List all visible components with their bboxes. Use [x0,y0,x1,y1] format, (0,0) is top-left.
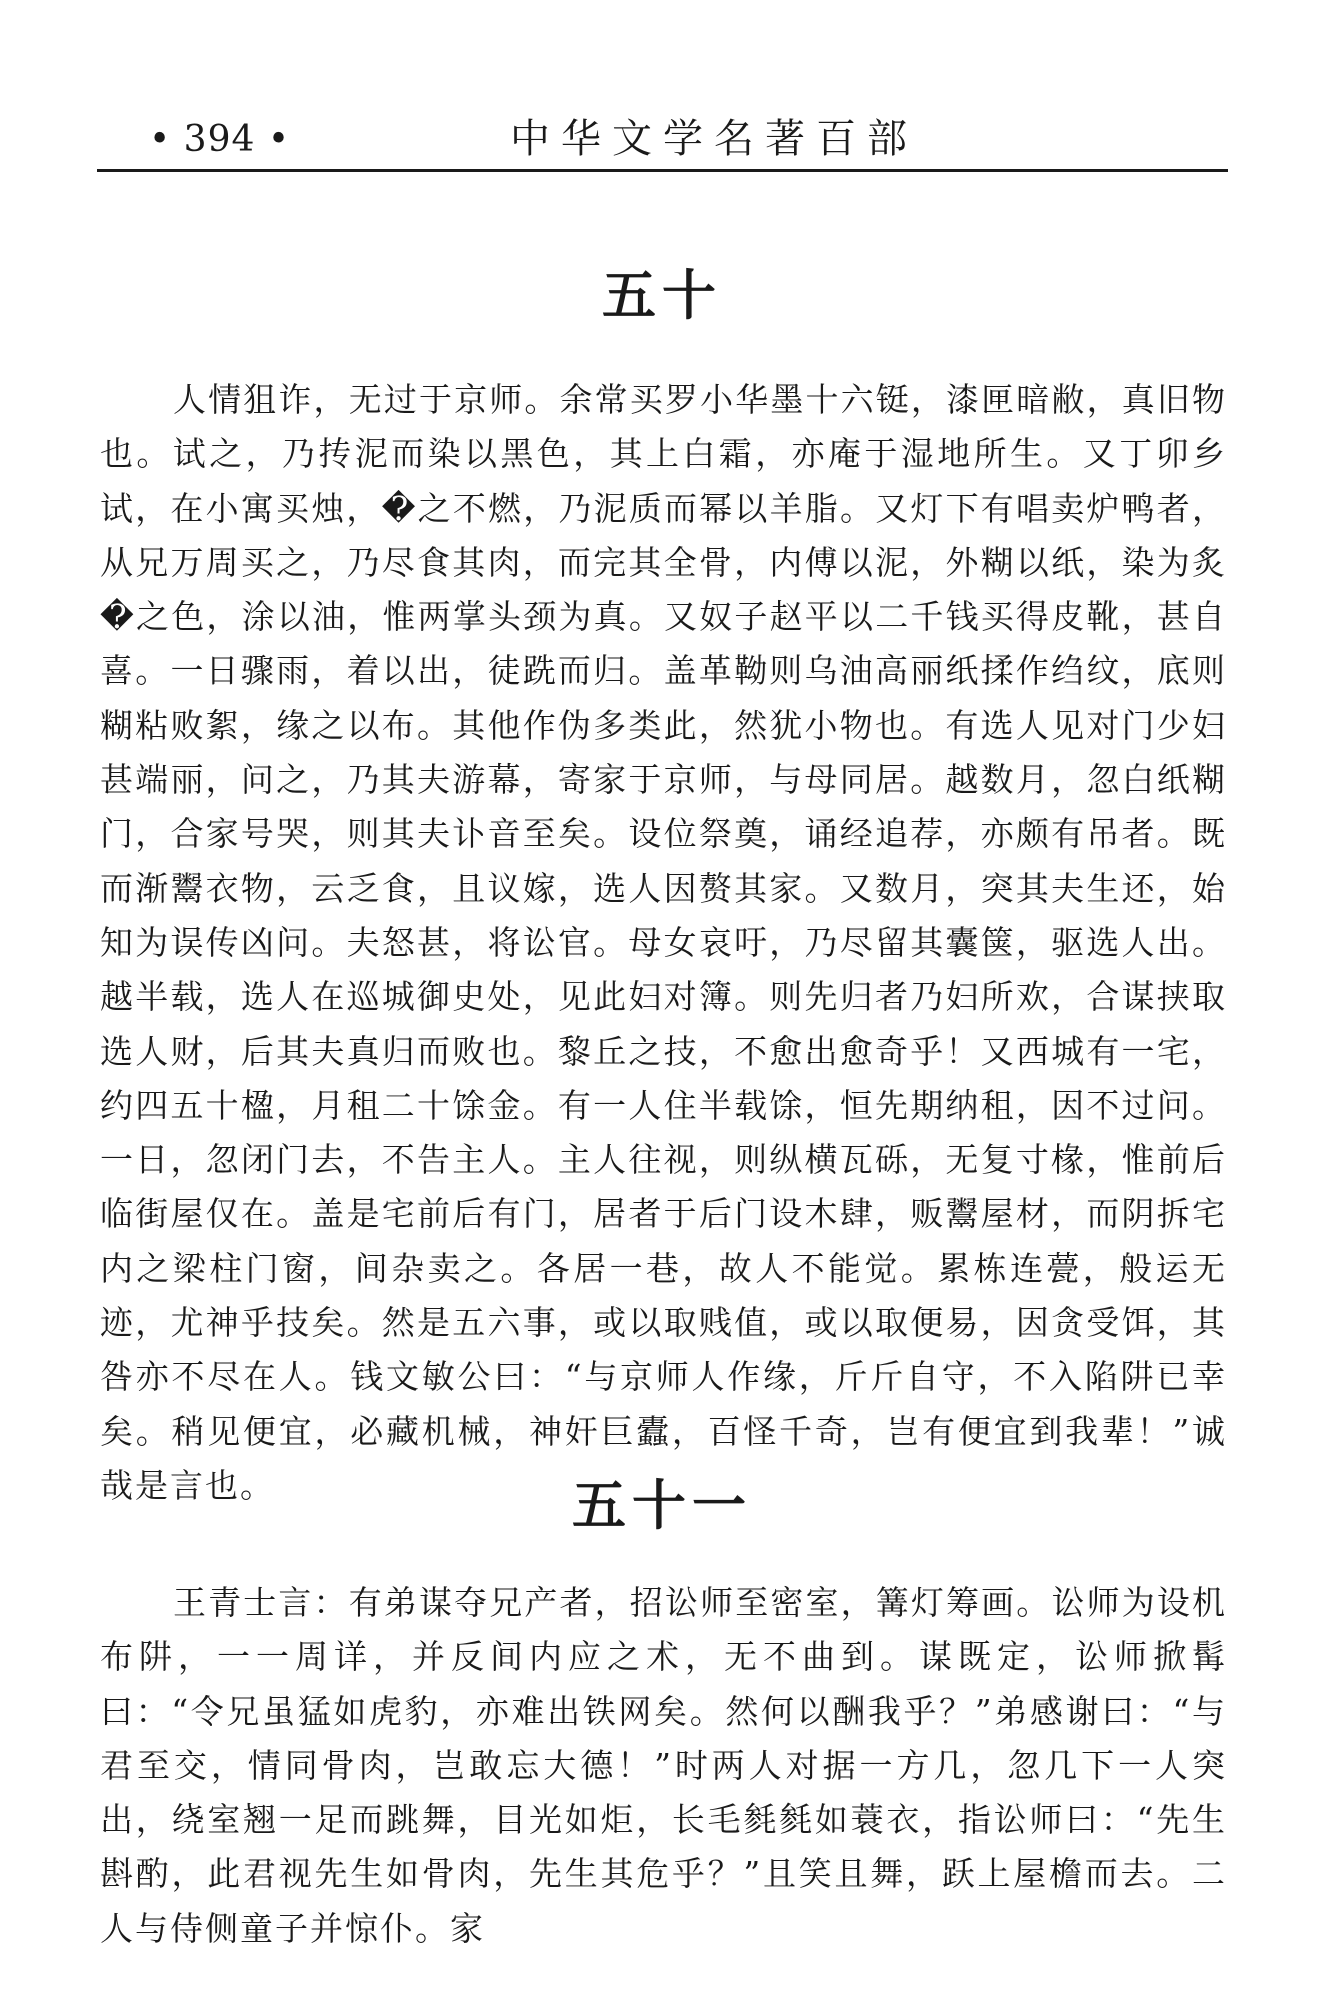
running-header [97,108,1227,174]
book-title: 中华文学名著百部 [510,116,918,162]
section-50-paragraph: 人情狙诈，无过于京师。余常买罗小华墨十六铤，漆匣暗敝，真旧物也。试之，乃抟泥而染以黑色，其上白霜，亦庵于湿地所生。又丁卯乡试，在小寓买烛，�之不燃，乃泥质而幂以羊脂。又灯下有唱卖炉鸭者，从兄万周买之，乃尽食其肉，而完其全骨，内傅以泥，外糊以纸，染为炙�之色，涂以油，惟两掌头颈为真。又奴子赵平以二千钱买得皮靴，甚自喜。一日骤雨，着以出，徒跣而归。盖革靿则乌油高丽纸揉作绉纹，底则糊粘败絮，缘之以布。其他作伪多类此，然犹小物也。有选人见对门少妇甚端丽，问之，乃其夫游幕，寄家于京师，与母同居。越数月，忽白纸糊门，合家号哭，则其夫讣音至矣。设位祭奠，诵经追荐，亦颇有吊者。既而渐鬻衣物，云乏食，且议嫁，选人因赘其家。又数月，突其夫生还，始知为误传凶问。夫怒甚，将讼官。母女哀吁，乃尽留其囊箧，驱选人出。越半载，选人在巡城御史处，见此妇对簿。则先归者乃妇所欢，合谋挟取选人财，后其夫真归而败也。黎丘之技，不愈出愈奇乎！又西城有一宅，约四五十楹，月租二十馀金。有一人住半载馀，恒先期纳租，因不过问。一日，忽闭门去，不告主人。主人往视，则纵横瓦砾，无复寸椽，惟前后临街屋仅在。盖是宅前后有门，居者于后门设木肆，贩鬻屋材，而阴拆宅内之梁柱门窗，间杂卖之。各居一巷，故人不能觉。累栋连甍，般运无迹，尤神乎技矣。然是五六事，或以取贱值，或以取便易，因贪受饵，其咎亦不尽在人。钱文敏公曰：“与京师人作缘，斤斤自守，不入陷阱已幸矣。稍见便宜，必藏机械，神奸巨蠹，百怪千奇，岂有便宜到我辈！”诚哉是言也。 [100,380,1227,1505]
section-heading-50: 五十 [602,264,722,327]
section-heading-51: 五十一 [572,1474,752,1537]
header-rule [97,169,1228,172]
page-number: • 394 • [149,119,291,160]
section-51-paragraph: 王青士言：有弟谋夺兄产者，招讼师至密室，篝灯筹画。讼师为设机布阱，一一周详，并反间内应之术，无不曲到。谋既定，讼师掀髯曰：“令兄虽猛如虎豹，亦难出铁网矣。然何以酬我乎？”弟感谢曰：“与君至交，情同骨肉，岂敢忘大德！”时两人对据一方几，忽几下一人突出，绕室翘一足而跳舞，目光如炬，长毛毵毵如蓑衣，指讼师曰：“先生斟酌，此君视先生如骨肉，先生其危乎？”且笑且舞，跃上屋檐而去。二人与侍侧童子并惊仆。家 [100,1583,1227,1948]
